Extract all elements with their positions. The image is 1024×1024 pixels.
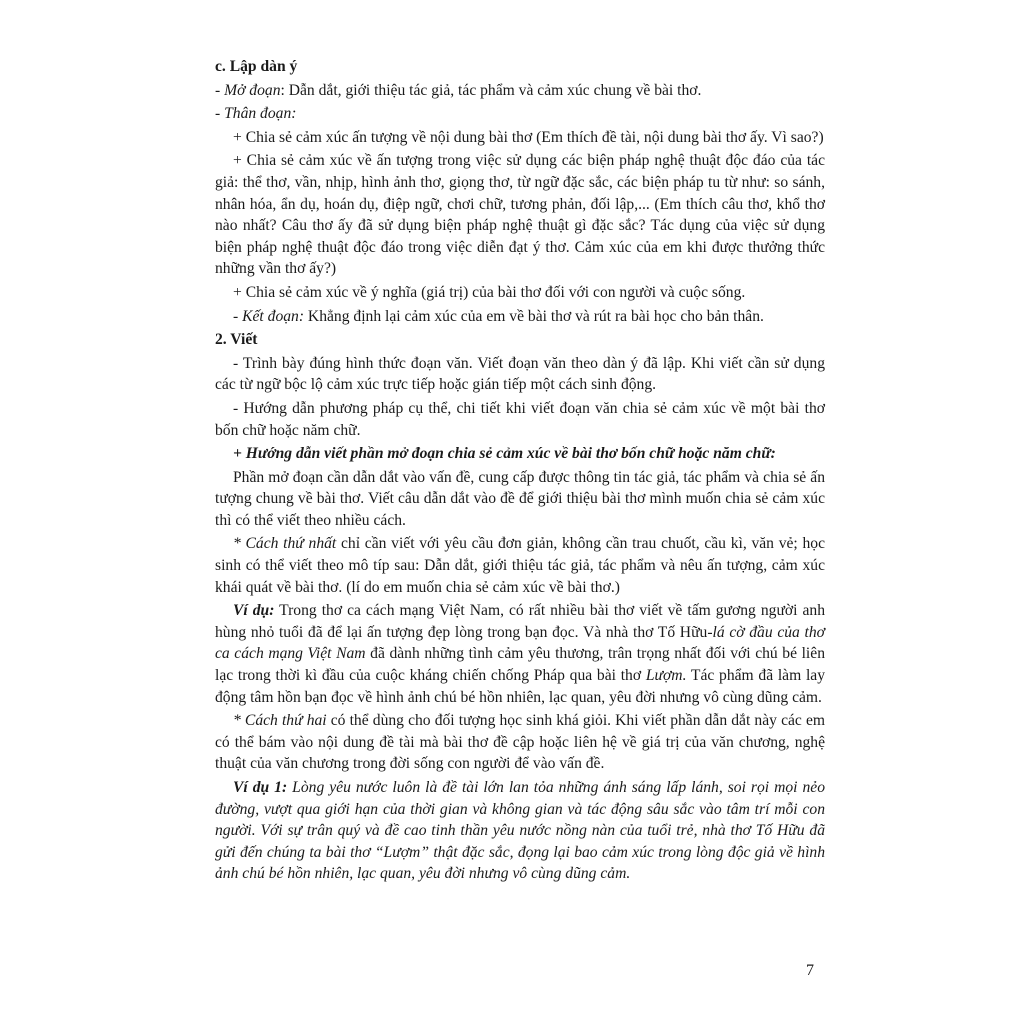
page-content: [215, 56, 825, 887]
intro-paragraph: Phần mở đoạn cần dẫn dắt vào vấn đề, cung cấp được thông tin tác giả, tác phẩm và chia sẻ ấn tượng chung về bài thơ. Viết câu dẫn dắt vào đề để giới thiệu bài thơ mình muốn chia sẻ cảm xúc thì có thể viết theo nhiều cách.: [215, 468, 825, 529]
guide-heading: + Hướng dẫn viết phần mở đoạn chia sẻ cảm xúc về bài thơ bốn chữ hoặc năm chữ:: [233, 445, 776, 463]
example-text-d: Lượm.: [645, 667, 687, 685]
example-1-label: Ví dụ 1:: [233, 779, 288, 796]
ket-doan-text: Khẳng định lại cảm xúc của em về bài thơ và rút ra bài học cho bản thân.: [304, 307, 764, 325]
page-number: 7: [806, 962, 814, 979]
than-doan-label: Thân đoạn:: [224, 105, 297, 123]
bullet-meaning: + Chia sẻ cảm xúc về ý nghĩa (giá trị) của bài thơ đối với con người và cuộc sống.: [233, 283, 746, 301]
bullet-art: + Chia sẻ cảm xúc về ấn tượng trong việc sử dụng các biện pháp nghệ thuật độc đáo của tác giả: thể thơ, vần, nhịp, hình ảnh thơ, giọng thơ, từ ngữ đặc sắc, các biện pháp tu từ như: so sánh, nhân hóa, ẩn dụ, hoán dụ, điệp ngữ, chơi chữ, tương phản, đối lập,... (Em thích câu thơ, khổ thơ nào nhất? Câu thơ ấy đã sử dụng biện pháp nghệ thuật gì đặc sắc? Tác dụng của việc sử dụng biện pháp nghệ thuật độc đáo trong việc diễn đạt ý thơ. Cảm xúc của em khi được thưởng thức những vần thơ ấy?): [215, 152, 825, 278]
write-paragraph-2: - Hướng dẫn phương pháp cụ thể, chi tiết khi viết đoạn văn chia sẻ cảm xúc về một bài thơ bốn chữ hoặc năm chữ.: [215, 399, 825, 439]
example-text-b: lá cờ đầu của thơ ca cách mạng Việt Nam: [215, 623, 825, 663]
method-1-paragraph: [215, 533, 825, 598]
method-1-text: chỉ cần viết với yêu cầu đơn giản, không cần trau chuốt, cầu kì, văn vẻ; học sinh có thể viết theo mô típ sau: Dẫn dắt, giới thiệu tác giả, tác phẩm và nêu ấn tượng, cảm xúc khái quát về bài thơ. (lí do em muốn chia sẻ cảm xúc về bài thơ.): [215, 535, 826, 596]
example-text-c: đã dành những tình cảm yêu thương, trân trọng nhất đối với chú bé liên lạc trong thời kì đầu của cuộc kháng chiến chống Pháp qua bài thơ: [215, 645, 825, 685]
example-label: Ví dụ:: [233, 602, 275, 620]
example-1-text: Lòng yêu nước luôn là đề tài lớn lan tỏa những ánh sáng lấp lánh, soi rọi mọi nẻo đường, vượt qua giới hạn của thời gian và không gian và tác động sâu sắc vào tâm trí mỗi con người. Với sự trân quý và đề cao tinh thần yêu nước nồng nàn của tuổi trẻ, nhà thơ Tố Hữu đã gửi đến chúng ta bài thơ “Lượm” thật đặc sắc, đọng lại bao cảm xúc trong lòng độc giả về hình ảnh chú bé hồn nhiên, lạc quan, yêu đời nhưng vô cùng dũng cảm.: [215, 779, 826, 883]
bullet-content: + Chia sẻ cảm xúc ấn tượng về nội dung bài thơ (Em thích đề tài, nội dung bài thơ ấy. Vì sao?): [233, 128, 824, 146]
method-2-text: có thể dùng cho đối tượng học sinh khá giỏi. Khi viết phần dẫn dắt này các em có thể bám vào nội dung đề tài mà bài thơ đề cập hoặc liên hệ về giá trị của văn chương, nghệ thuật của văn chương trong đời sống con người để vào vấn đề.: [215, 712, 826, 773]
mo-doan-text: : Dẫn dắt, giới thiệu tác giả, tác phẩm và cảm xúc chung về bài thơ.: [280, 81, 702, 99]
write-paragraph-1: - Trình bày đúng hình thức đoạn văn. Viết đoạn văn theo dàn ý đã lập. Khi viết cần sử dụng các từ ngữ bộc lộ cảm xúc trực tiếp hoặc gián tiếp một cách sinh động.: [215, 354, 825, 394]
example-1-paragraph: [215, 777, 825, 885]
method-2-paragraph: [215, 710, 825, 775]
example-text-a: Trong thơ ca cách mạng Việt Nam, có rất nhiều bài thơ viết về tấm gương người anh hùng nhỏ tuổi đã để lại ấn tượng đẹp lòng trong bạn đọc. Và nhà thơ Tố Hữu-: [215, 602, 825, 641]
than-doan-paragraph: - Thân đoạn:: [215, 105, 297, 123]
method-2-label: * Cách thứ hai: [233, 712, 327, 730]
ket-doan-label: Kết đoạn:: [242, 307, 305, 325]
mo-doan-paragraph: - Mở đoạn: Dẫn dắt, giới thiệu tác giả, tác phẩm và cảm xúc chung về bài thơ.: [215, 81, 702, 99]
mo-doan-label: Mở đoạn: [224, 81, 281, 99]
section-2-heading: 2. Viết: [215, 331, 258, 349]
method-1-label: * Cách thứ nhất: [233, 535, 337, 553]
ket-doan-paragraph: - Kết đoạn: Khẳng định lại cảm xúc của em về bài thơ và rút ra bài học cho bản thân.: [233, 307, 764, 325]
example-paragraph: [215, 600, 825, 708]
example-text-e: Tác phẩm đã làm lay động tâm hồn bạn đọc về hình ảnh chú bé hồn nhiên, lạc quan, yêu đời nhưng vô cùng dũng cảm.: [215, 667, 825, 706]
section-c-heading: c. Lập dàn ý: [215, 58, 298, 75]
